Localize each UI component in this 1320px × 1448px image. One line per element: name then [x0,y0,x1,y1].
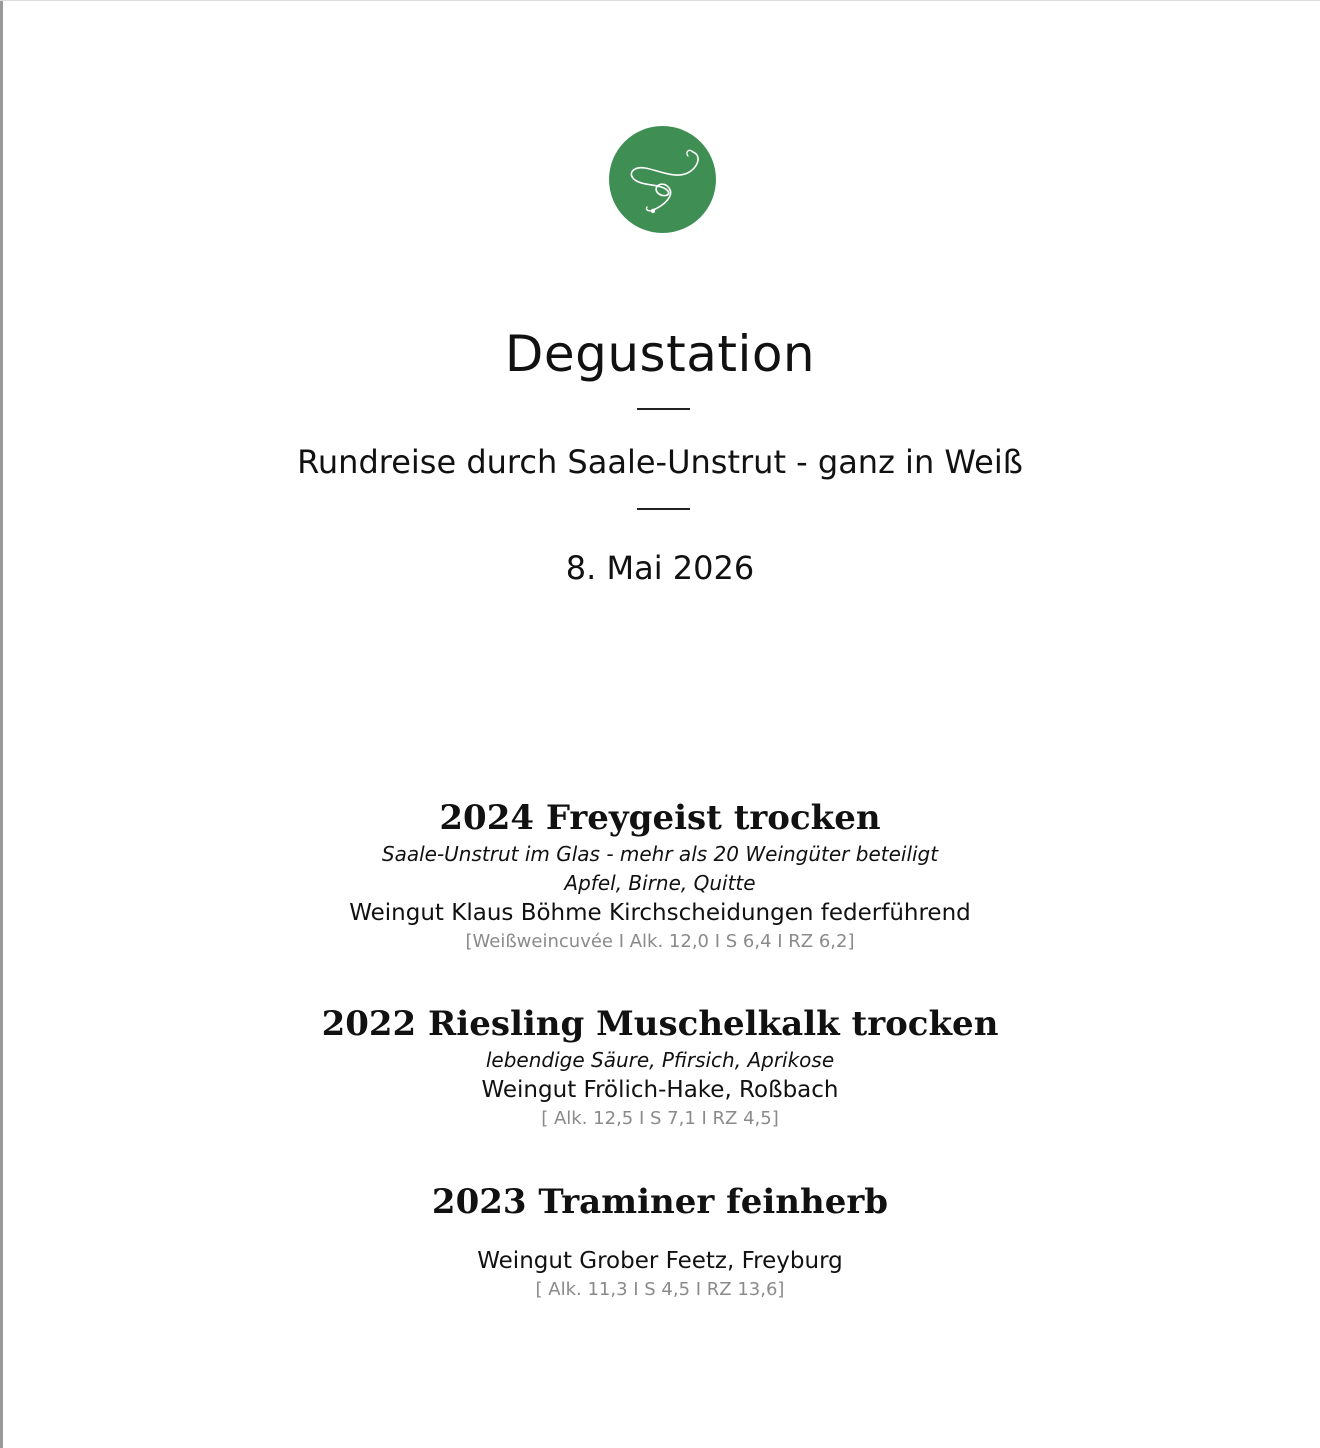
wine-spacer [0,1224,1320,1246]
wine-note: lebendige Säure, Pfirsich, Aprikose [485,1048,835,1072]
wine-entry-1 [0,796,1320,955]
wine-producer: Weingut Grober Feetz, Freyburg [477,1248,843,1274]
wine-producer: Weingut Klaus Böhme Kirchscheidungen federführend [349,900,971,926]
wine-specs: [ Alk. 11,3 I S 4,5 I RZ 13,6] [535,1279,785,1300]
vine-tendril-icon [609,126,716,233]
wine-producer: Weingut Frölich-Hake, Roßbach [481,1077,839,1103]
wine-name: 2023 Traminer feinherb [431,1182,889,1222]
wine-entry-2 [0,1002,1320,1132]
wine-name: 2022 Riesling Muschelkalk trocken [321,1004,999,1044]
wine-specs: [Weißweincuvée I Alk. 12,0 I S 6,4 I RZ 6,2] [465,931,855,952]
page-top-edge [0,0,1320,1]
event-date: 8. Mai 2026 [565,549,755,587]
wine-specs: [ Alk. 12,5 I S 7,1 I RZ 4,5] [541,1108,779,1129]
wine-entry-3 [0,1180,1320,1303]
page-subtitle: Rundreise durch Saale-Unstrut - ganz in Weiß [297,443,1023,481]
wine-note: Saale-Unstrut im Glas - mehr als 20 Weingüter beteiligt [381,842,939,866]
subtitle-divider [637,508,690,510]
wine-name: 2024 Freygeist trocken [439,798,881,838]
wine-note: Apfel, Birne, Quitte [564,871,756,895]
title-divider [637,408,690,410]
logo [609,126,716,233]
page-title: Degustation [504,325,816,383]
